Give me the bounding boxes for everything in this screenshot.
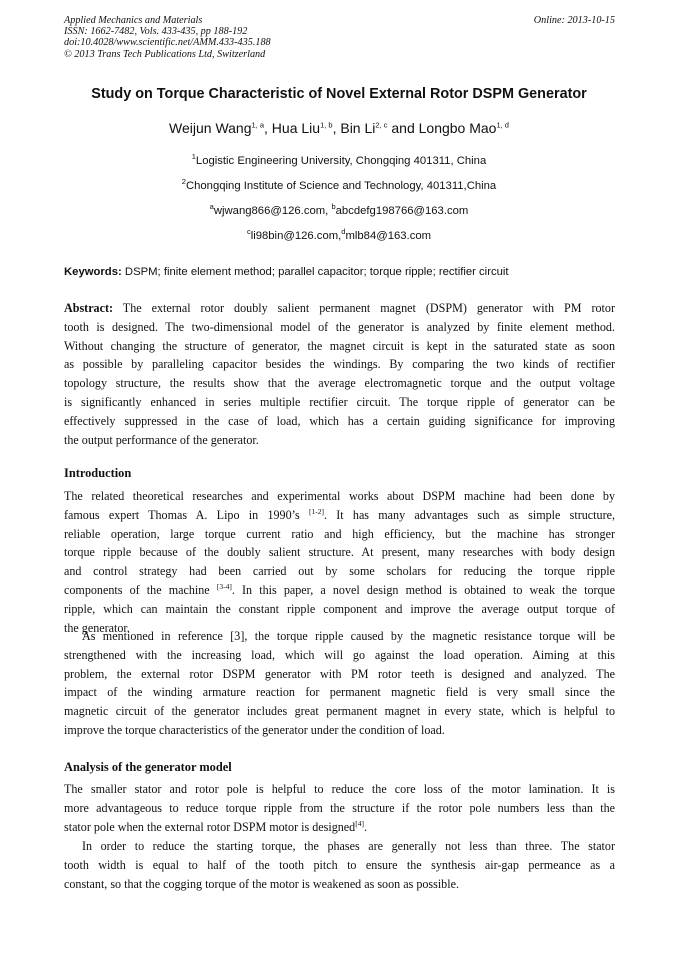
section-heading-analysis: Analysis of the generator model [64,760,232,774]
abstract-text: The external rotor doubly salient permanent magnet (DSPM) generator with PM rotor [113,301,615,315]
author-sep: , [264,120,272,136]
abstract-line: as possible by paralleling capacitor besides the windings. By comparing the two kinds of rectifier [64,357,615,372]
abstract-label: Abstract: [64,301,114,315]
abstract-line: is significantly enhanced in series multiple rectifier circuit. The torque ripple of generator can be [64,394,615,409]
journal-header [64,15,271,60]
paragraph-line: improve the torque characteristics of the generator under the condition of load. [64,722,445,737]
paragraph-line: constant, so that the cogging torque of the motor is weakened as soon as possible. [64,876,459,891]
abstract-line: tooth is designed. The two-dimensional model of the generator is analyzed by finite element method. [64,319,615,334]
paragraph-line: the generator. [64,620,130,635]
email-sup: b [331,202,336,212]
citation-ref: [3-4] [216,581,232,591]
paragraph-line: The smaller stator and rotor pole is helpful to reduce the core loss of the motor lamination. It is [64,782,615,796]
email-line-2 [0,227,678,242]
paragraph-line: ripple, which can maintain the constant ripple component and improve the average output torque of [64,601,615,616]
text-run: . [363,819,367,834]
journal-copyright: © 2013 Trans Tech Publications Ltd, Switzerland [64,48,266,60]
abstract-line: effectively suppressed in the case of load, which has a certain guiding significance for improving [64,413,615,428]
text-run: . In this paper, a novel design method is obtained to weak the torque [231,582,615,597]
paragraph-line: magnetic circuit of the generator includes great permanent magnet in every state, which is helpful to [64,704,615,719]
paragraph-line: strengthened with the increasing load, which will go against the load operation. Aiming at this [64,647,615,662]
citation-ref: [4] [355,818,364,828]
journal-name: Applied Mechanics and Materials [64,15,203,26]
paragraph-line: reliable operation, large torque current ratio and high efficiency, but the machine has stronger [64,526,615,541]
text-run: famous expert Thomas A. Lipo in 1990’s [64,507,309,522]
abstract [64,299,615,449]
affiliation-1 [0,152,678,167]
author-sup: 1, a [251,120,265,130]
paragraph-line: In order to reduce the starting torque, the phases are generally not less than three. The stator [82,839,615,853]
journal-issn: ISSN: 1662-7482, Vols. 433-435, pp 188-192 [64,26,248,38]
author-name: Bin Li [340,120,376,136]
author-sep: and [387,120,419,136]
paragraph-line: As mentioned in reference [3], the torque ripple caused by the magnetic resistance torque will be [82,629,615,643]
affiliation-2 [0,177,678,192]
email-link[interactable]: mlb84@163.com [345,230,432,242]
section-heading-introduction: Introduction [64,466,132,480]
author-list [0,120,678,136]
paragraph-line: problem, the external rotor DSPM generator with PM rotor teeth is designed and analyzed. The [64,666,615,681]
paragraph-line: The related theoretical researches and experimental works about DSPM machine had been done by [64,489,615,503]
online-date: Online: 2013-10-15 [533,15,615,26]
text-run: stator pole when the external rotor DSPM motor is designed [64,819,356,834]
affiliation-sup: 2 [181,177,186,187]
affiliation-text: Logistic Engineering University, Chongqing 401311, China [195,155,487,167]
abstract-line: the output performance of the generator. [64,432,259,447]
author-sup: 2, c [375,120,388,130]
paragraph-line: impact of the winding armature reaction for permanent magnetic field is very small since the [64,685,615,700]
keywords-text: DSPM; finite element method; parallel capacitor; torque ripple; rectifier circuit [121,266,509,278]
abstract-line [64,299,615,318]
keywords-label: Keywords: [64,266,122,278]
introduction-paragraph-1 [64,487,615,637]
analysis-paragraph-1 [64,780,615,836]
paper-title: Study on Torque Characteristic of Novel External Rotor DSPM Generator [91,86,587,102]
email-link[interactable]: li98bin@126.com, [250,230,342,242]
text-run: components of the machine [64,582,217,597]
author-name: Weijun Wang [169,120,252,136]
citation-ref: [1-2] [308,506,324,516]
paragraph-line [64,818,615,837]
journal-doi: doi:10.4028/www.scientific.net/AMM.433-435.188 [64,37,271,49]
author-sep: , [332,120,341,136]
paragraph-line [64,581,615,600]
paragraph-line: torque ripple because of the doubly salient structure. At present, many researches with body design [64,545,615,560]
email-link[interactable]: wjwang866@126.com, [213,205,332,217]
email-sup: c [246,227,251,237]
email-sup: d [341,227,346,237]
paragraph-line: tooth width is equal to half of the tooth pitch to ensure the synthesis air-gap permeance as a [64,857,615,872]
affiliation-text: Chongqing Institute of Science and Technology, 401311,China [185,180,497,192]
keywords [64,266,624,278]
author-name: Longbo Mao [418,120,497,136]
abstract-line: Without changing the structure of generator, the magnet circuit is kept in the saturated state as soon [64,338,615,353]
email-link[interactable]: abcdefg198766@163.com [335,205,469,217]
paragraph-line [64,506,615,525]
paragraph-line: more advantageous to reduce torque ripple from the structure if the rotor pole numbers less than the [64,800,615,815]
email-line-1 [0,202,678,217]
author-name: Hua Liu [271,120,321,136]
author-sup: 1, b [320,120,333,130]
affiliation-sup: 1 [191,152,196,162]
analysis-paragraph-2 [64,837,615,893]
author-sup: 1, d [496,120,509,130]
paragraph-line: and control strategy had been carried out by some scholars for reducing the torque ripple [64,564,615,579]
abstract-line: topology structure, the results show that the average electromagnetic torque and the output voltage [64,376,615,391]
introduction-paragraph-2 [64,627,615,740]
email-sup: a [209,202,214,212]
text-run: . It has many advantages such as simple structure, [323,507,615,522]
